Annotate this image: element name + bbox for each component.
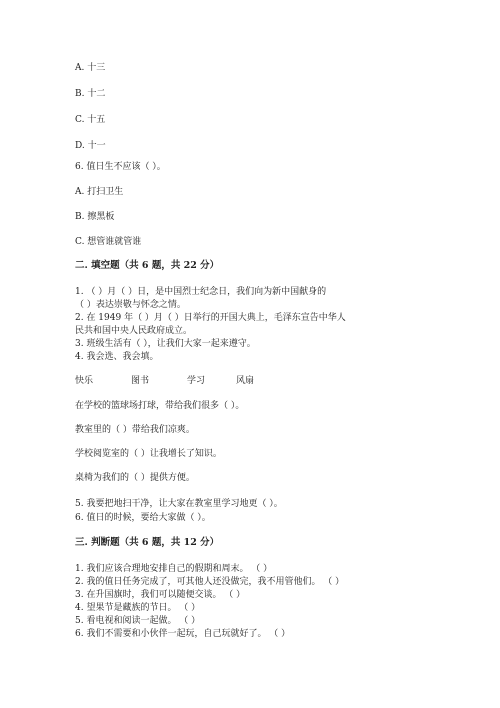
judge-line-4: 4. 望果节是藏族的节日。 （ ）: [75, 603, 201, 613]
q6-option-a: A. 打扫卫生: [75, 187, 124, 197]
q6-question: 6. 值日生不应该（ ）。: [75, 162, 166, 172]
judge-line-2: 2. 我的值日任务完成了，可其他人还没做完，我不用管他们。 （ ）: [75, 577, 345, 587]
fill-line-2: 2. 在 1949 年（ ）月（ ）日举行的开国大典上，毛泽东宣告中华人: [75, 313, 346, 323]
q6-option-b: B. 擦黑板: [75, 212, 115, 222]
judge-line-3: 3. 在升国旗时，我们可以随便交谈。 （ ）: [75, 590, 246, 600]
q5-option-b: B. 十二: [75, 89, 106, 99]
choose-line-2: 教室里的（ ）带给我们凉爽。: [75, 425, 195, 435]
fill-line-3: 3. 班级生活有（ ），让我们大家一起来遵守。: [75, 339, 256, 349]
choose-line-3: 学校阅览室的（ ）让我增长了知识。: [75, 449, 222, 459]
fill-line-6: 6. 值日的时候，要给大家做（ ）。: [75, 513, 211, 523]
choose-line-1: 在学校的篮球场打球，带给我们很多（ ）。: [75, 401, 245, 411]
judge-line-5: 5. 看电视和阅读一起做。 （ ）: [75, 616, 201, 626]
fill-line-1-cont: （ ）表达崇敬与怀念之情。: [75, 300, 186, 310]
fill-line-4: 4. 我会选、我会填。: [75, 352, 159, 362]
word-bank-item: 学习: [187, 376, 206, 386]
q5-option-d: D. 十一: [75, 141, 106, 151]
choose-line-4: 桌椅为我们的（ ）提供方便。: [75, 473, 195, 483]
word-bank-item: 快乐: [75, 376, 94, 386]
q6-option-c: C. 想管谁就管谁: [75, 237, 142, 247]
section2-heading: 二. 填空题（共 6 题，共 22 分）: [75, 260, 220, 271]
q5-option-c: C. 十五: [75, 115, 106, 125]
word-bank-item: 风扇: [236, 376, 255, 386]
judge-line-6: 6. 我们不需要和小伙伴一起玩，自己玩就好了。 （ ）: [75, 629, 291, 639]
fill-line-5: 5. 我要把地扫干净，让大家在教室里学习地更（ ）。: [75, 499, 283, 509]
word-bank-item: 图书: [131, 376, 150, 386]
fill-line-1: 1. （ ）月（ ）日，是中国烈士纪念日，我们向为新中国献身的: [75, 287, 327, 297]
q5-option-a: A. 十三: [75, 63, 106, 73]
judge-line-1: 1. 我们应该合理地安排自己的假期和周末。 （ ）: [75, 564, 273, 574]
fill-line-2-cont: 民共和国中央人民政府成立。: [75, 326, 193, 336]
section3-heading: 三. 判断题（共 6 题，共 12 分）: [75, 537, 220, 548]
